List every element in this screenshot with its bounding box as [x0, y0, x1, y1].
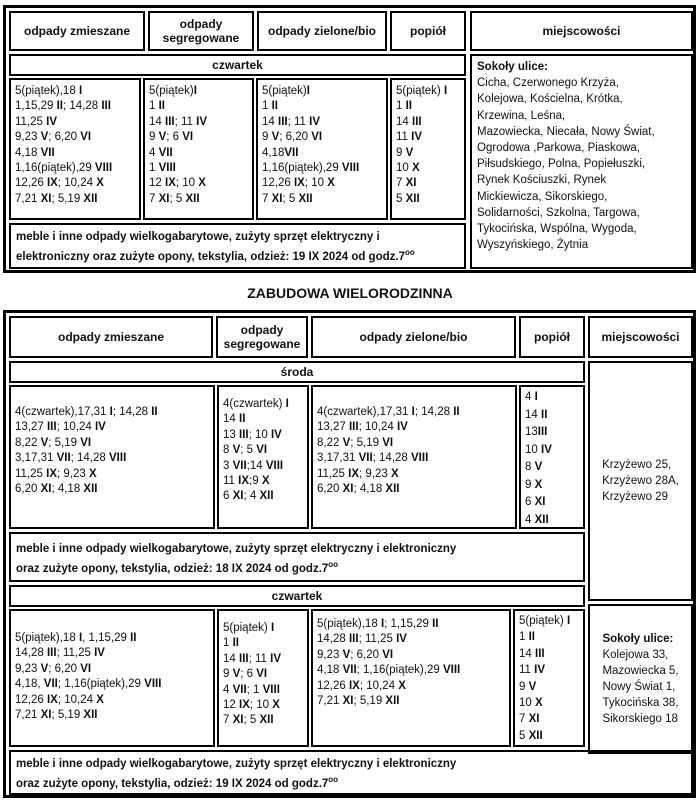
schedule-line: 14,28 III; 11,25 IV — [317, 633, 407, 646]
schedule-line: 4,18, VII; 1,16(piątek),29 VIII — [15, 678, 162, 691]
schedule-line: 14 II — [223, 413, 246, 426]
locality-line: Mazowiecka 5, — [602, 665, 679, 677]
schedule-line: 5(piątek) I — [396, 85, 448, 97]
schedule-line: 4 VII; 1 VIII — [223, 683, 280, 696]
schedule-line: 11,25 IX; 9,23 X — [15, 467, 97, 480]
locality-line: Kolejowa 33, — [602, 649, 669, 661]
schedule-line: 4(czwartek),17,31 I; 14,28 II — [15, 406, 158, 418]
schedule-line: 9,23 V; 6,20 VI — [15, 131, 92, 144]
schedule-line: 1,16(piątek),29 VIII — [262, 162, 360, 175]
header-segregated-waste: odpady segregowane — [148, 11, 254, 51]
schedule-line: 9 V; 6,20 VI — [262, 131, 323, 144]
schedule-line: 5(piątek),18 I; 1,15,29 II — [317, 618, 439, 630]
schedule-line: 14,28 III; 11,25 IV — [15, 647, 105, 660]
locality-line: Kolejowa, Kościelna, Krótka, — [477, 93, 623, 106]
note2-line-1: meble i inne odpady wielkogabarytowe, zużyty sprzęt elektryczny i elektroniczny — [16, 758, 457, 770]
schedule-line: 10 X — [519, 697, 543, 710]
schedule-line: 4(czwartek),17,31 I; 14,28 II — [317, 406, 460, 418]
schedule-line: 9 X — [525, 478, 543, 491]
schedule-line: 14 III; 11 IV — [223, 652, 281, 665]
schedule-segregated-2 — [217, 609, 309, 747]
locality-line: Tykocińska 38, — [602, 697, 679, 709]
schedule-segregated — [143, 78, 254, 220]
schedule-line: 13 III; 10 IV — [223, 428, 282, 441]
section-title: ZABUDOWA WIELORODZINNA — [247, 285, 453, 301]
schedule-line: 7,21 XI; 5,19 XII — [317, 695, 400, 708]
note-line-1: meble i inne odpady wielkogabarytowe, zużyty sprzęt elektryczny i — [16, 231, 380, 243]
header-mixed-waste: odpady zmieszane — [9, 11, 145, 51]
schedule-mixed — [9, 78, 141, 220]
schedule-line: 1 II — [396, 100, 412, 113]
schedule-line: 14 III; 11 IV — [149, 115, 207, 128]
schedule-line: 12,26 IX; 10,24 X — [317, 679, 406, 692]
schedule-line: 5 XII — [519, 729, 543, 742]
schedule-line: 1 II — [149, 100, 165, 113]
schedule-line: 4 XII — [525, 513, 549, 526]
localities-1-list — [602, 457, 679, 505]
schedule-line: 4 VII — [149, 146, 173, 159]
locality-line: Rynek Kościuszki, Rynek — [477, 174, 607, 187]
schedule-line: 9 V; 6 VI — [149, 131, 194, 144]
locality-line: Mazowiecka, Niecała, Nowy Świat, — [477, 125, 655, 138]
schedule-line: 10 IV — [525, 443, 552, 456]
localities-2-list — [602, 647, 678, 727]
header-green-bio-waste: odpady zielone/bio — [311, 316, 516, 358]
locality-line: Wyszyńskiego, Żytnia — [477, 239, 589, 252]
header-localities: miejscowości — [588, 316, 693, 358]
schedule-segregated-1 — [217, 385, 309, 529]
schedule-line: 13III — [525, 426, 548, 438]
localities-list — [470, 54, 693, 269]
schedule-line: 5(piątek) I — [223, 622, 275, 634]
schedule-line: 8 V — [525, 461, 543, 473]
bulky-waste-note — [9, 223, 466, 269]
note1-line-1: meble i inne odpady wielkogabarytowe, zużyty sprzęt elektryczny i elektroniczny — [16, 543, 457, 555]
locality-line: Piłsudskiego, Polna, Popiełuszki, — [477, 158, 646, 171]
header-ash: popiół — [519, 316, 585, 358]
locality-line: Sikorskiego 18 — [602, 713, 678, 725]
header-segregated-waste: odpady segregowane — [216, 316, 308, 358]
schedule-line: 12,26 IX; 10,24 X — [15, 693, 104, 706]
schedule-line: 4(czwartek) I — [223, 398, 289, 410]
note1-line-2: oraz zużyte opony, tekstylia, odzież: 18 IX 2024 od godz.7 — [16, 562, 329, 575]
locality-line: Ogrodowa ,Parkowa, Piaskowa, — [477, 142, 640, 155]
bottom-schedule-table — [3, 310, 696, 798]
schedule-line: 7,21 XI; 5,19 XII — [15, 709, 98, 722]
schedule-line: 7 XI; 5 XII — [223, 714, 274, 727]
schedule-line: 9,23 V; 6,20 VI — [15, 662, 92, 675]
note2-sup: oo — [328, 775, 339, 784]
schedule-green-2 — [311, 609, 511, 747]
localities-streets — [477, 75, 686, 253]
schedule-line: 9,23 V; 6,20 VI — [317, 648, 394, 661]
schedule-line: 8,22 V; 5,19 VI — [317, 436, 394, 449]
locality-line: Mickiewicza, Sikorskiego, — [477, 190, 608, 203]
schedule-line: 14 III — [396, 115, 422, 128]
localities-1 — [588, 361, 693, 601]
schedule-line: 3,17,31 VII; 14,28 VIII — [15, 452, 127, 465]
schedule-line: 14 II — [525, 408, 548, 421]
locality-line: Krzyżewo 28A, — [602, 475, 679, 487]
schedule-line: 5(piątek),18 I — [15, 85, 83, 97]
schedule-line: 6,20 XI; 4,18 XII — [317, 483, 400, 496]
schedule-line: 5(piątek)I — [262, 85, 310, 97]
schedule-line: 5 XII — [396, 192, 420, 205]
note-sup: oo — [404, 248, 415, 257]
schedule-mixed-2 — [9, 609, 215, 747]
day-label: czwartek — [9, 54, 466, 76]
schedule-line: 13,27 III; 10,24 IV — [15, 421, 106, 434]
schedule-line: 14 III — [519, 647, 545, 660]
schedule-ash-1 — [519, 385, 585, 529]
schedule-line: 4 I — [525, 391, 538, 403]
locality-line: Nowy Świat 1, — [602, 681, 676, 693]
schedule-line: 8,22 V; 5,19 VI — [15, 436, 92, 449]
locality-line: Krzewina, Leśna, — [477, 109, 566, 122]
schedule-line: 11 IV — [519, 664, 546, 677]
schedule-line: 5(piątek) I — [519, 615, 571, 627]
schedule-line: 1 II — [262, 100, 278, 113]
top-schedule-table — [3, 5, 696, 273]
bulky-waste-note-1 — [9, 532, 585, 582]
note1-sup: oo — [328, 560, 339, 569]
schedule-line: 7 XI; 5 XII — [149, 192, 200, 205]
schedule-line: 11 IV — [396, 131, 423, 144]
schedule-line: 6,20 XI; 4,18 XII — [15, 483, 98, 496]
schedule-line: 6 XI — [525, 496, 546, 508]
schedule-line: 11,25 IX; 9,23 X — [317, 467, 399, 480]
schedule-line: 5(piątek),18 I, 1,15,29 II — [15, 632, 137, 644]
schedule-line: 12 IX; 10 X — [149, 177, 206, 190]
schedule-line: 5(piątek)I — [149, 85, 197, 97]
locality-line: Solidarności, Szkolna, Targowa, — [477, 206, 640, 219]
localities-header: Sokoły ulice: — [477, 61, 548, 73]
header-green-bio-waste: odpady zielone/bio — [257, 11, 387, 51]
schedule-line: 8 V; 5 VI — [223, 444, 268, 457]
localities-2-inner — [602, 631, 678, 727]
schedule-line: 1 II — [519, 631, 535, 644]
header-ash: popiół — [390, 11, 466, 51]
schedule-green — [256, 78, 388, 220]
schedule-line: 7,21 XI; 5,19 XII — [15, 192, 98, 205]
note2-line-2: oraz zużyte opony, tekstylia, odzież: 19 IX 2024 od godz.7 — [16, 777, 329, 790]
schedule-line: 11 IX;9 X — [223, 475, 270, 488]
schedule-line: 4,18 VII; 1,16(piątek),29 VIII — [317, 664, 461, 677]
schedule-line: 3,17,31 VII; 14,28 VIII — [317, 452, 429, 465]
schedule-line: 11,25 IV — [15, 115, 57, 128]
schedule-ash — [390, 78, 466, 220]
localities-2 — [588, 604, 693, 754]
day-label-wednesday: środa — [9, 361, 585, 383]
schedule-line: 1,15,29 II; 14,28 III — [15, 100, 111, 113]
locality-line: Krzyżewo 29 — [602, 491, 668, 503]
schedule-line: 12 IX; 10 X — [223, 699, 280, 712]
schedule-line: 7 XI; 5 XII — [262, 192, 313, 205]
schedule-line: 14 III; 11 IV — [262, 115, 320, 128]
schedule-line: 4,18 VII — [15, 146, 55, 159]
header-mixed-waste: odpady zmieszane — [9, 316, 213, 358]
schedule-line: 7 XI — [519, 713, 540, 726]
note-line-2: elektroniczny oraz zużyte opony, tekstylia, odzież: 19 IX 2024 od godz.7 — [16, 250, 405, 263]
header-localities: miejscowości — [470, 11, 693, 51]
schedule-line: 1 II — [223, 637, 239, 650]
schedule-line: 1,16(piątek),29 VIII — [15, 162, 113, 175]
schedule-line: 3 VII;14 VIII — [223, 459, 284, 472]
localities-2-header: Sokoły ulice: — [602, 633, 674, 645]
schedule-green-1 — [311, 385, 517, 529]
day-label-thursday: czwartek — [9, 585, 585, 607]
schedule-line: 10 X — [396, 162, 420, 175]
schedule-line: 9 V — [519, 680, 537, 693]
locality-line: Tykocińska, Wspólna, Wygoda, — [477, 223, 637, 236]
schedule-line: 12,26 IX; 10 X — [262, 177, 335, 190]
schedule-line: 9 V — [396, 146, 414, 159]
bulky-waste-note-2 — [9, 750, 693, 795]
schedule-ash-2 — [513, 609, 585, 747]
schedule-line: 6 XI; 4 XII — [223, 490, 274, 503]
schedule-line: 12,26 IX; 10,24 X — [15, 177, 104, 190]
schedule-line: 4,18VII — [262, 146, 299, 159]
schedule-line: 7 XI — [396, 177, 417, 190]
locality-line: Cicha, Czerwonego Krzyża, — [477, 77, 619, 90]
schedule-line: 1 VIII — [149, 162, 176, 175]
schedule-line: 13,27 III; 10,24 IV — [317, 421, 408, 434]
schedule-line: 9 V; 6 VI — [223, 668, 268, 681]
locality-line: Krzyżewo 25, — [602, 459, 672, 471]
schedule-mixed-1 — [9, 385, 215, 529]
